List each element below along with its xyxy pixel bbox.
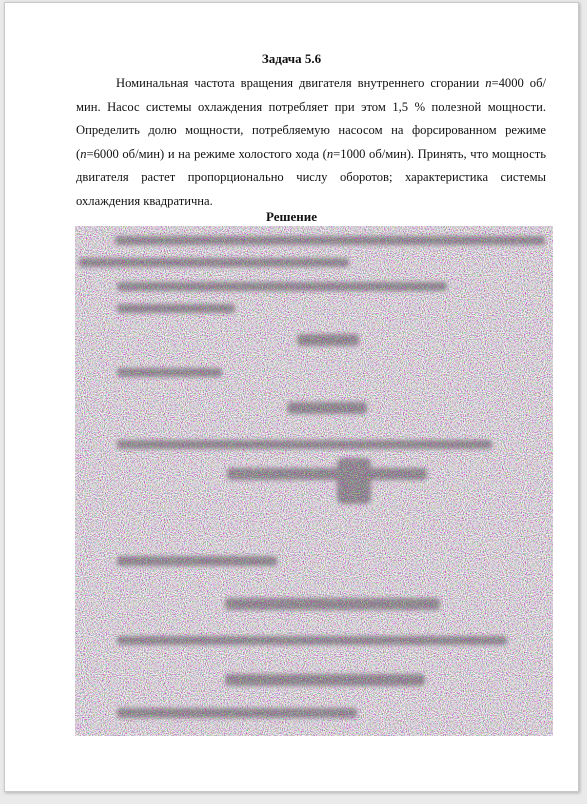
- problem-statement: [76, 72, 546, 213]
- problem-text-part-2: =4000 об/мин. Насос системы охлаждения потребляет при этом 1,5 % полезной мощности. Определить долю мощности, потребляемую насосом на форсированном режиме (: [76, 76, 546, 161]
- problem-text-part-1: Номинальная частота вращения двигателя внутреннего сгорании: [116, 76, 486, 90]
- problem-text-part-3: =6000 об/мин) и на режиме холостого хода (: [86, 146, 327, 161]
- problem-title: Задача 5.6: [261, 51, 322, 66]
- blurred-solution-image: [75, 226, 553, 736]
- problem-text-part-4: =1000 об/мин). Принять, что мощность двигателя растет пропорционально числу оборотов; характеристика системы охлаждения квадратична.: [76, 146, 546, 208]
- rpm-variable: n: [326, 146, 334, 161]
- noise-overlay: [75, 226, 553, 736]
- rpm-variable: n: [80, 146, 87, 161]
- document-page: [4, 2, 579, 792]
- noisy-solution-graphic: [75, 226, 553, 736]
- solution-heading: Решение: [265, 209, 318, 224]
- rpm-variable: n: [485, 76, 492, 90]
